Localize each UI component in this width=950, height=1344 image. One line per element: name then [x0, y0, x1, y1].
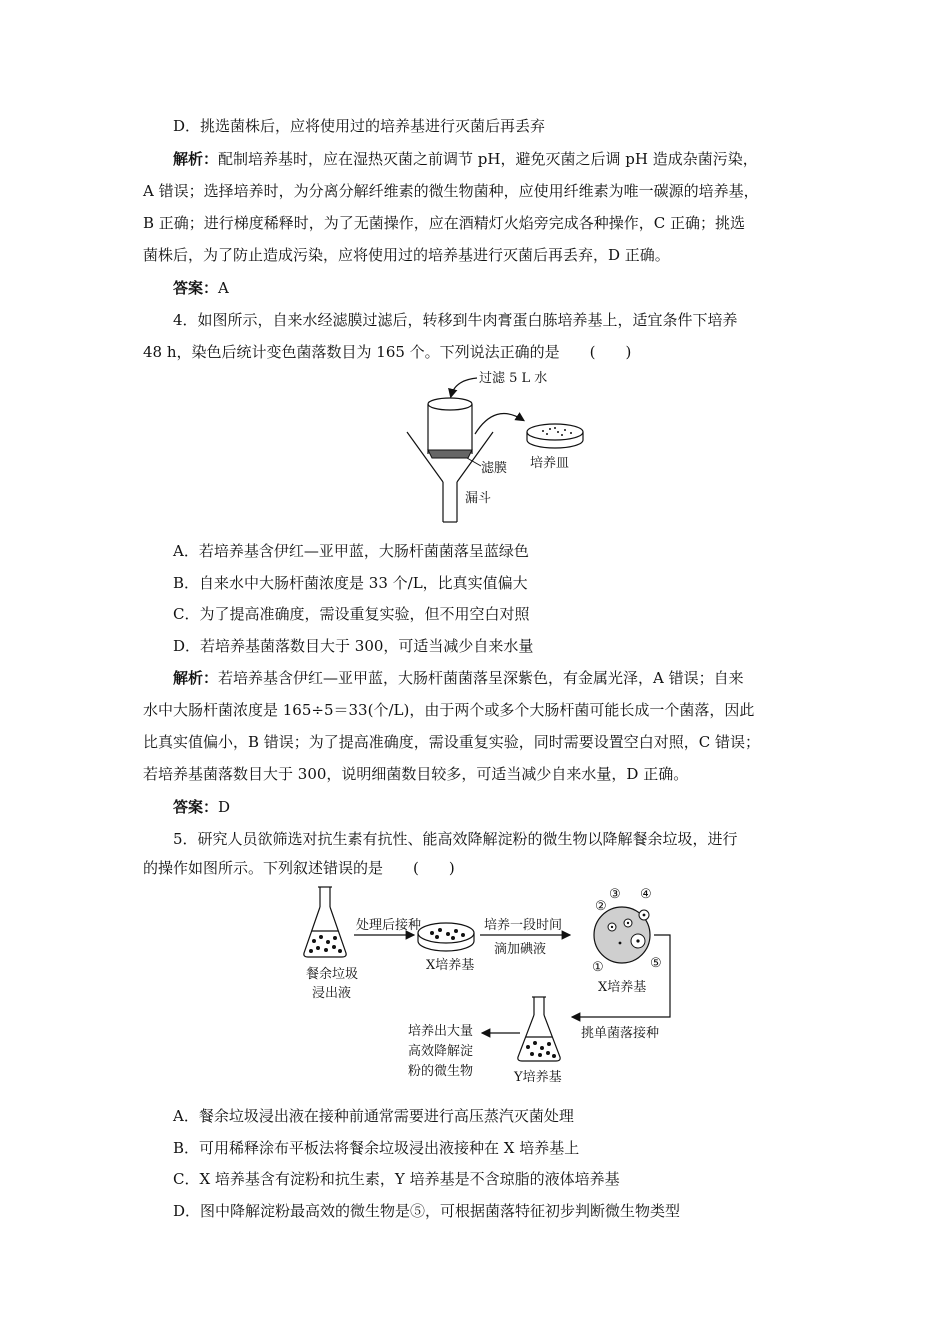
q4-figure-filter-funnel	[395, 362, 595, 527]
analysis-text: 配制培养基时，应在湿热灭菌之前调节 pH，避免灭菌之后调 pH 造成杂菌污染，	[218, 150, 758, 168]
cylinder-top	[428, 398, 472, 410]
analysis-label: 解析：	[173, 669, 219, 687]
flask-y-label: Y培养基	[514, 1070, 562, 1085]
q3-analysis-line-3: B 正确；进行梯度稀释时，为了无菌操作，应在酒精灯火焰旁完成各种操作，C 正确；挑选	[143, 214, 746, 232]
answer-label: 答案：	[173, 279, 219, 297]
q5-option-b: B．可用稀释涂布平板法将餐余垃圾浸出液接种在 X 培养基上	[173, 1139, 580, 1157]
q3-analysis-line-2: A 错误；选择培养时，为分离分解纤维素的微生物菌种，应使用纤维素为唯一碳源的培养基，	[143, 182, 759, 200]
transfer-arrow	[475, 414, 523, 434]
colony-2-label: ②	[595, 899, 607, 914]
pour-arrow	[451, 378, 477, 396]
q4-option-d: D．若培养基菌落数目大于 300，可适当减少自来水量	[173, 637, 534, 655]
q4-analysis-line-4: 若培养基菌落数目大于 300，说明细菌数目较多，可适当减少自来水量，D 正确。	[143, 765, 689, 783]
q4-answer	[173, 797, 230, 817]
membrane	[428, 450, 472, 458]
q4-stem-line-1: 4．如图所示，自来水经滤膜过滤后，转移到牛肉膏蛋白胨培养基上，适宜条件下培养	[173, 311, 738, 329]
q5-option-d: D．图中降解淀粉最高效的微生物是⑤，可根据菌落特征初步判断微生物类型	[173, 1202, 681, 1220]
funnel-label: 漏斗	[465, 491, 492, 506]
result-label-2: 高效降解淀	[408, 1044, 474, 1059]
q5-figure-workflow	[298, 885, 688, 1095]
q5-stem-line-2: 的操作如图所示。下列叙述错误的是 ( )	[143, 859, 455, 877]
dish-x2-label: X培养基	[598, 980, 647, 995]
colony-3-label: ③	[609, 887, 621, 902]
result-label-3: 粉的微生物	[408, 1064, 474, 1079]
q3-analysis-line-1	[173, 149, 758, 169]
analysis-label: 解析：	[173, 150, 219, 168]
q4-option-a: A．若培养基含伊红—亚甲蓝，大肠杆菌菌落呈蓝绿色	[173, 542, 529, 560]
answer-value: A	[218, 279, 229, 297]
q4-option-b: B．自来水中大肠杆菌浓度是 33 个/L，比真实值偏大	[173, 574, 528, 592]
dish-label: 培养皿	[530, 456, 570, 471]
arrow2-label-2: 滴加碘液	[494, 942, 547, 957]
colony-4-label: ④	[640, 887, 652, 902]
answer-label: 答案：	[173, 798, 219, 816]
result-label-1: 培养出大量	[408, 1024, 474, 1039]
q3-option-d: D．挑选菌株后，应将使用过的培养基进行灭菌后再丢弃	[173, 117, 546, 135]
answer-value: D	[218, 798, 231, 816]
waste-flask	[304, 887, 346, 957]
q3-analysis-line-4: 菌株后，为了防止造成污染，应将使用过的培养基进行灭菌后再丢弃，D 正确。	[143, 246, 670, 264]
colony-1-label: ①	[592, 960, 604, 975]
q4-analysis-line-3: 比真实值偏小，B 错误；为了提高准确度，需设重复实验，同时需要设置空白对照，C 错误；	[143, 733, 761, 751]
dish-x-label: X培养基	[426, 958, 475, 973]
q4-stem-line-2: 48 h，染色后统计变色菌落数目为 165 个。下列说法正确的是 ( )	[143, 343, 632, 361]
flask-y	[518, 997, 560, 1061]
colonies	[542, 427, 572, 436]
q4-analysis-line-1	[173, 668, 744, 688]
filter-label: 过滤 5 L 水	[479, 371, 548, 386]
petri-dish	[527, 424, 583, 440]
arrow3-label: 挑单菌落接种	[581, 1026, 660, 1041]
q4-option-c: C．为了提高准确度，需设重复实验，但不用空白对照	[173, 605, 530, 623]
arrow1-label: 处理后接种	[356, 918, 422, 933]
q5-option-c: C．X 培养基含有淀粉和抗生素，Y 培养基是不含琼脂的液体培养基	[173, 1170, 620, 1188]
q5-stem-line-1: 5．研究人员欲筛选对抗生素有抗性、能高效降解淀粉的微生物以降解餐余垃圾，进行	[173, 830, 738, 848]
analysis-text: 若培养基含伊红—亚甲蓝，大肠杆菌菌落呈深紫色，有金属光泽，A 错误；自来	[218, 669, 744, 687]
flask1-label-2: 浸出液	[312, 986, 352, 1001]
q5-option-a: A．餐余垃圾浸出液在接种前通常需要进行高压蒸汽灭菌处理	[173, 1107, 574, 1125]
membrane-label: 滤膜	[481, 461, 508, 476]
colony-5-label: ⑤	[650, 956, 662, 971]
flask1-label-1: 餐余垃圾	[306, 967, 359, 982]
q3-answer	[173, 278, 229, 298]
q4-analysis-line-2: 水中大肠杆菌浓度是 165÷5＝33(个/L)，由于两个或多个大肠杆菌可能长成一个菌落，因此	[143, 701, 755, 719]
dish-x	[418, 923, 474, 951]
arrow2-label-1: 培养一段时间	[484, 918, 563, 933]
